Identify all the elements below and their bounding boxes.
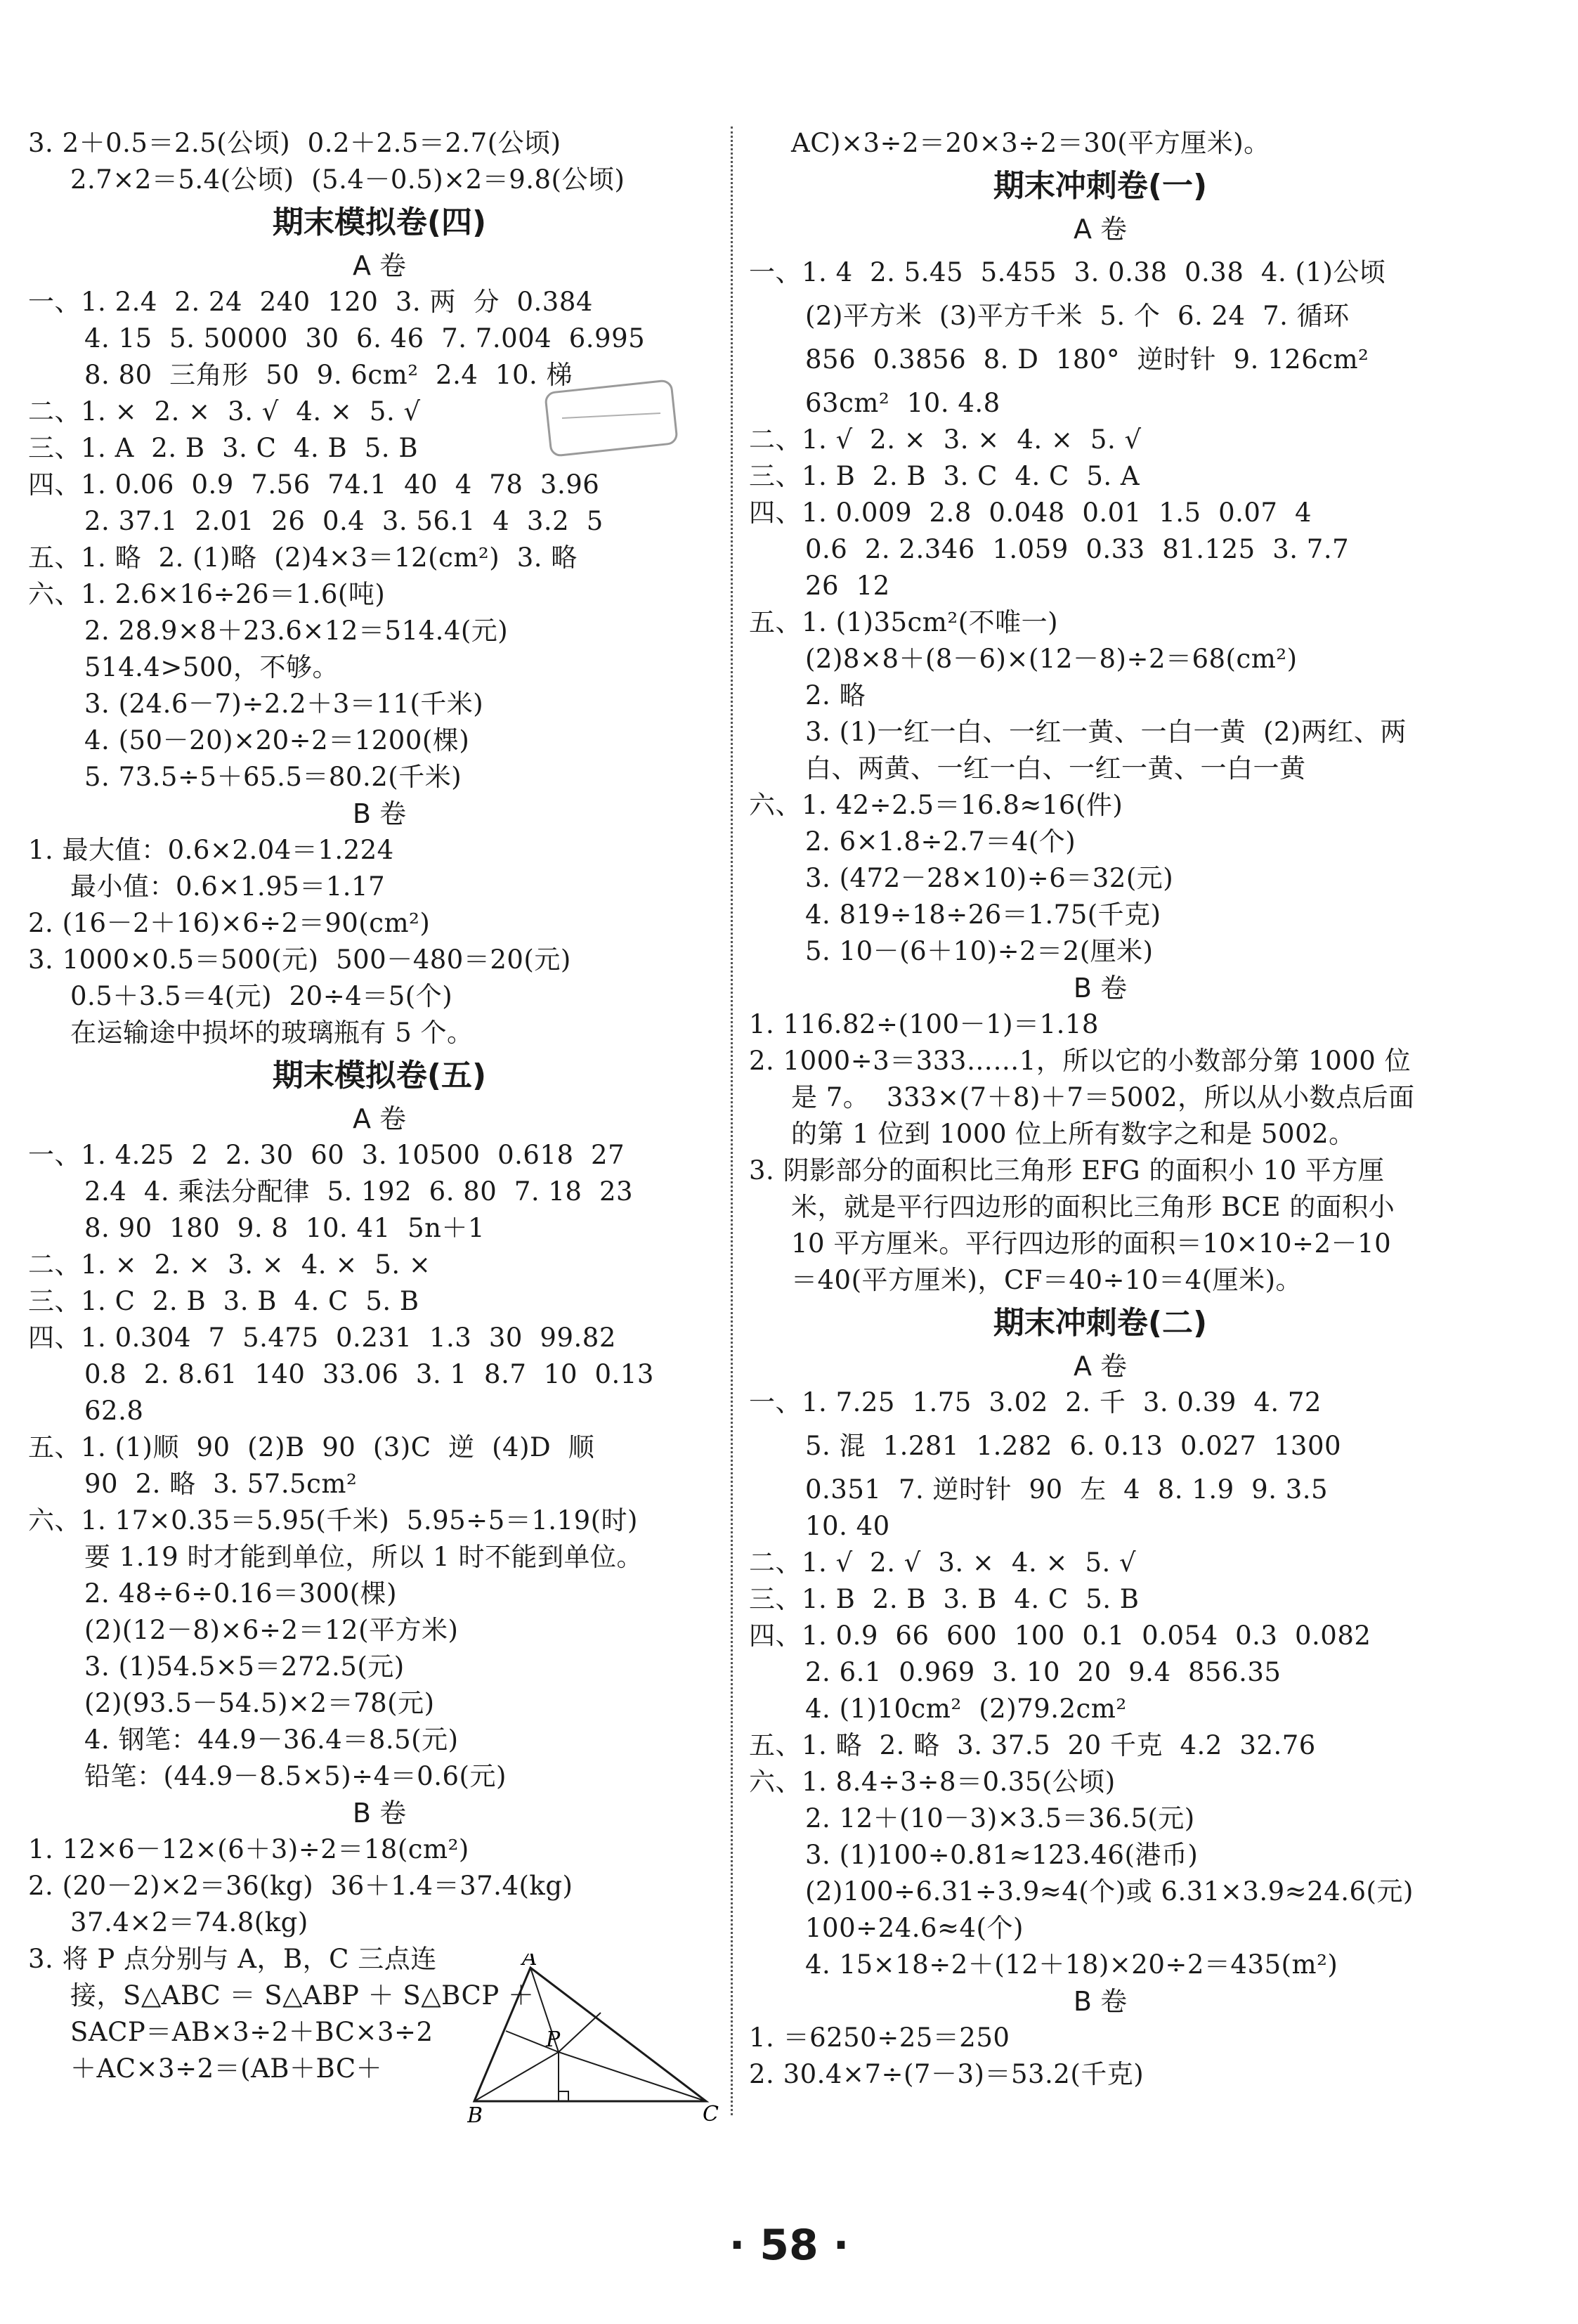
answer-line: ＝40(平方厘米)，CF＝40÷10＝4(厘米)。	[791, 1265, 1303, 1295]
answer-line: 2. 1000÷3＝333……1，所以它的小数部分第 1000 位	[749, 1046, 1411, 1076]
section-title-sprint1: 期末冲刺卷(一)	[993, 168, 1208, 204]
answer-line: 二、1. √ 2. √ 3. × 4. × 5. √	[749, 1547, 1137, 1578]
part-b-heading: B 卷	[352, 798, 407, 829]
answer-line: 白、两黄、一红一白、一红一黄、一白一黄	[805, 753, 1306, 784]
answer-line: 0.8 2. 8.61 140 33.06 3. 1 8.7 10 0.13	[84, 1359, 654, 1389]
answer-line: 四、1. 0.06 0.9 7.56 74.1 40 4 78 3.96	[28, 469, 600, 500]
answer-line: SACP＝AB×3÷2＋BC×3÷2	[70, 2017, 433, 2047]
answer-line: 63cm² 10. 4.8	[805, 388, 1000, 418]
answer-line: 二、1. × 2. × 3. √ 4. × 5. √	[28, 396, 421, 427]
answer-line: 五、1. 略 2. 略 3. 37.5 20 千克 4.2 32.76	[749, 1730, 1316, 1760]
answer-line: ＋AC×3÷2＝(AB＋BC＋	[70, 2053, 383, 2084]
answer-line: 4. 15×18÷2＋(12＋18)×20÷2＝435(m²)	[805, 1949, 1338, 1980]
page-number: · 58 ·	[729, 2221, 849, 2270]
answer-line: 2.7×2＝5.4(公顷) (5.4－0.5)×2＝9.8(公顷)	[70, 164, 625, 195]
answer-line: 二、1. × 2. × 3. × 4. × 5. ×	[28, 1249, 431, 1280]
answer-line: 1. 最大值：0.6×2.04＝1.224	[28, 835, 394, 865]
answer-line: 的第 1 位到 1000 位上所有数字之和是 5002。	[791, 1119, 1355, 1149]
answer-line: 3. 阴影部分的面积比三角形 EFG 的面积小 10 平方厘	[749, 1155, 1385, 1186]
triangle-diagram	[467, 1954, 720, 2122]
answer-line: 三、1. B 2. B 3. C 4. C 5. A	[749, 461, 1140, 491]
answer-line: 米，就是平行四边形的面积比三角形 BCE 的面积小	[791, 1192, 1395, 1222]
answer-line: 2. 37.1 2.01 26 0.4 3. 56.1 4 3.2 5	[84, 506, 604, 536]
answer-line: 五、1. 略 2. (1)略 (2)4×3＝12(cm²) 3. 略	[28, 543, 578, 573]
answer-line: 2.4 4. 乘法分配律 5. 192 6. 80 7. 18 23	[84, 1176, 634, 1207]
point-label-p: P	[546, 2027, 561, 2052]
answer-line: 3. (24.6－7)÷2.2＋3＝11(千米)	[84, 689, 484, 719]
answer-line: 62.8	[84, 1396, 144, 1426]
answer-line: 2. 12＋(10－3)×3.5＝36.5(元)	[805, 1803, 1195, 1833]
part-b-heading: B 卷	[352, 1798, 407, 1829]
answer-line: 铅笔：(44.9－8.5×5)÷4＝0.6(元)	[84, 1761, 507, 1791]
answer-line: 最小值：0.6×1.95＝1.17	[70, 871, 386, 902]
answer-line: (2)100÷6.31÷3.9≈4(个)或 6.31×3.9≈24.6(元)	[805, 1876, 1414, 1907]
section-title-exam5: 期末模拟卷(五)	[272, 1058, 487, 1093]
answer-line: 2. (16－2＋16)×6÷2＝90(cm²)	[28, 908, 431, 938]
section-title-exam4: 期末模拟卷(四)	[272, 205, 487, 240]
answer-line: 五、1. (1)顺 90 (2)B 90 (3)C 逆 (4)D 顺	[28, 1432, 595, 1462]
triangle-figure	[467, 1954, 720, 2122]
watermark-stamp	[541, 379, 682, 457]
answer-line: 三、1. B 2. B 3. B 4. C 5. B	[749, 1584, 1140, 1614]
answer-line: 六、1. 17×0.35＝5.95(千米) 5.95÷5＝1.19(时)	[28, 1505, 638, 1536]
answer-line: 2. (20－2)×2＝36(kg) 36＋1.4＝37.4(kg)	[28, 1871, 573, 1901]
answer-line: 2. 48÷6÷0.16＝300(棵)	[84, 1578, 398, 1609]
answer-line: 3. (1)54.5×5＝272.5(元)	[84, 1651, 405, 1682]
answer-line: 8. 80 三角形 50 9. 6cm² 2.4 10. 梯	[84, 360, 573, 390]
section-title-sprint2: 期末冲刺卷(二)	[993, 1305, 1208, 1341]
answer-line: 4. (1)10cm² (2)79.2cm²	[805, 1694, 1127, 1724]
answer-line: 3. (472－28×10)÷6＝32(元)	[805, 863, 1174, 893]
vertex-label-c: C	[703, 2102, 719, 2122]
answer-line: 4. 钢笔：44.9－36.4＝8.5(元)	[84, 1725, 459, 1755]
answer-line: 3. 2＋0.5＝2.5(公顷) 0.2＋2.5＝2.7(公顷)	[28, 128, 561, 158]
answer-line: 一、1. 4.25 2 2. 30 60 3. 10500 0.618 27	[28, 1140, 625, 1170]
answer-line: 3. (1)一红一白、一红一黄、一白一黄 (2)两红、两	[805, 717, 1407, 747]
part-a-heading: A 卷	[1073, 1351, 1128, 1382]
answer-line: 三、1. C 2. B 3. B 4. C 5. B	[28, 1286, 419, 1316]
part-b-heading: B 卷	[1073, 973, 1128, 1004]
answer-line: (2)(93.5－54.5)×2＝78(元)	[84, 1688, 435, 1718]
answer-line: 三、1. A 2. B 3. C 4. B 5. B	[28, 433, 419, 463]
answer-line: 10. 40	[805, 1511, 890, 1541]
answer-line: 514.4>500，不够。	[84, 652, 339, 682]
answer-line: 3. 将 P 点分别与 A，B，C 三点连	[28, 1944, 437, 1974]
answer-line: 六、1. 42÷2.5＝16.8≈16(件)	[749, 790, 1123, 820]
answer-line: 六、1. 8.4÷3÷8＝0.35(公顷)	[749, 1767, 1116, 1797]
answer-line: 2. 6×1.8÷2.7＝4(个)	[805, 826, 1076, 857]
answer-line: 二、1. √ 2. × 3. × 4. × 5. √	[749, 424, 1142, 455]
answer-line: 0.351 7. 逆时针 90 左 4 8. 1.9 9. 3.5	[805, 1474, 1329, 1505]
answer-line: 856 0.3856 8. D 180° 逆时针 9. 126cm²	[805, 344, 1369, 375]
answer-line: 1. 116.82÷(100－1)＝1.18	[749, 1009, 1099, 1039]
answer-line: 接，S△ABC ＝ S△ABP ＋ S△BCP ＋	[70, 1980, 535, 2011]
answer-line: (2)(12－8)×6÷2＝12(平方米)	[84, 1615, 459, 1645]
vertex-label-a: A	[522, 1954, 537, 1971]
answer-line: 0.5＋3.5＝4(元) 20÷4＝5(个)	[70, 981, 453, 1011]
answer-line: 1. ＝6250÷25＝250	[749, 2023, 1010, 2053]
answer-line: AC)×3÷2＝20×3÷2＝30(平方厘米)。	[791, 128, 1270, 158]
answer-line: 5. 10－(6＋10)÷2＝2(厘米)	[805, 936, 1154, 966]
answer-line: 要 1.19 时才能到单位，所以 1 时不能到单位。	[84, 1542, 643, 1572]
answer-line: 在运输途中损坏的玻璃瓶有 5 个。	[70, 1018, 474, 1048]
answer-line: 六、1. 2.6×16÷26＝1.6(吨)	[28, 579, 386, 609]
part-a-heading: A 卷	[352, 250, 407, 281]
answer-line: 2. 30.4×7÷(7－3)＝53.2(千克)	[749, 2059, 1145, 2089]
answer-line: 一、1. 7.25 1.75 3.02 2. 千 3. 0.39 4. 72	[749, 1387, 1322, 1417]
answer-line: 是 7。 333×(7＋8)＋7＝5002，所以从小数点后面	[791, 1082, 1415, 1112]
answer-line: 4. (50－20)×20÷2＝1200(棵)	[84, 725, 470, 755]
answer-line: 0.6 2. 2.346 1.059 0.33 81.125 3. 7.7	[805, 534, 1350, 564]
answer-line: 四、1. 0.009 2.8 0.048 0.01 1.5 0.07 4	[749, 498, 1312, 528]
part-a-heading: A 卷	[352, 1103, 407, 1134]
answer-line: 37.4×2＝74.8(kg)	[70, 1907, 308, 1937]
answer-line: 一、1. 4 2. 5.45 5.455 3. 0.38 0.38 4. (1)公顷	[749, 257, 1386, 287]
answer-line: 2. 6.1 0.969 3. 10 20 9.4 856.35	[805, 1657, 1282, 1687]
part-b-heading: B 卷	[1073, 1986, 1128, 2017]
answer-line: 100÷24.6≈4(个)	[805, 1913, 1024, 1943]
right-column	[749, 125, 1452, 2093]
column-divider	[731, 126, 733, 2115]
answer-line: 90 2. 略 3. 57.5cm²	[84, 1469, 358, 1499]
answer-line: (2)8×8＋(8－6)×(12－8)÷2＝68(cm²)	[805, 644, 1298, 674]
vertex-label-b: B	[467, 2103, 483, 2122]
answer-line: 2. 略	[805, 680, 866, 710]
answer-line: 8. 90 180 9. 8 10. 41 5n＋1	[84, 1213, 485, 1243]
part-a-heading: A 卷	[1073, 214, 1128, 245]
stamp-icon	[541, 379, 682, 457]
answer-line: 26 12	[805, 571, 890, 601]
answer-line: 5. 73.5÷5＋65.5＝80.2(千米)	[84, 762, 462, 792]
answer-line: 4. 819÷18÷26＝1.75(千克)	[805, 900, 1161, 930]
answer-line: 四、1. 0.9 66 600 100 0.1 0.054 0.3 0.082	[749, 1621, 1371, 1651]
answer-line: 一、1. 2.4 2. 24 240 120 3. 两 分 0.384	[28, 287, 593, 317]
answer-line: (2)平方米 (3)平方千米 5. 个 6. 24 7. 循环	[805, 301, 1350, 331]
answer-line: 10 平方厘米。平行四边形的面积＝10×10÷2－10	[791, 1228, 1392, 1259]
answer-line: 5. 混 1.281 1.282 6. 0.13 0.027 1300	[805, 1431, 1342, 1461]
answer-line: 四、1. 0.304 7 5.475 0.231 1.3 30 99.82	[28, 1323, 616, 1353]
answer-line: 3. 1000×0.5＝500(元) 500－480＝20(元)	[28, 944, 571, 975]
answer-line: 五、1. (1)35cm²(不唯一)	[749, 607, 1059, 637]
answer-line: 1. 12×6－12×(6＋3)÷2＝18(cm²)	[28, 1834, 469, 1864]
answer-line: 3. (1)100÷0.81≈123.46(港币)	[805, 1840, 1199, 1870]
answer-line: 2. 28.9×8＋23.6×12＝514.4(元)	[84, 616, 509, 646]
answer-line: 4. 15 5. 50000 30 6. 46 7. 7.004 6.995	[84, 323, 646, 353]
